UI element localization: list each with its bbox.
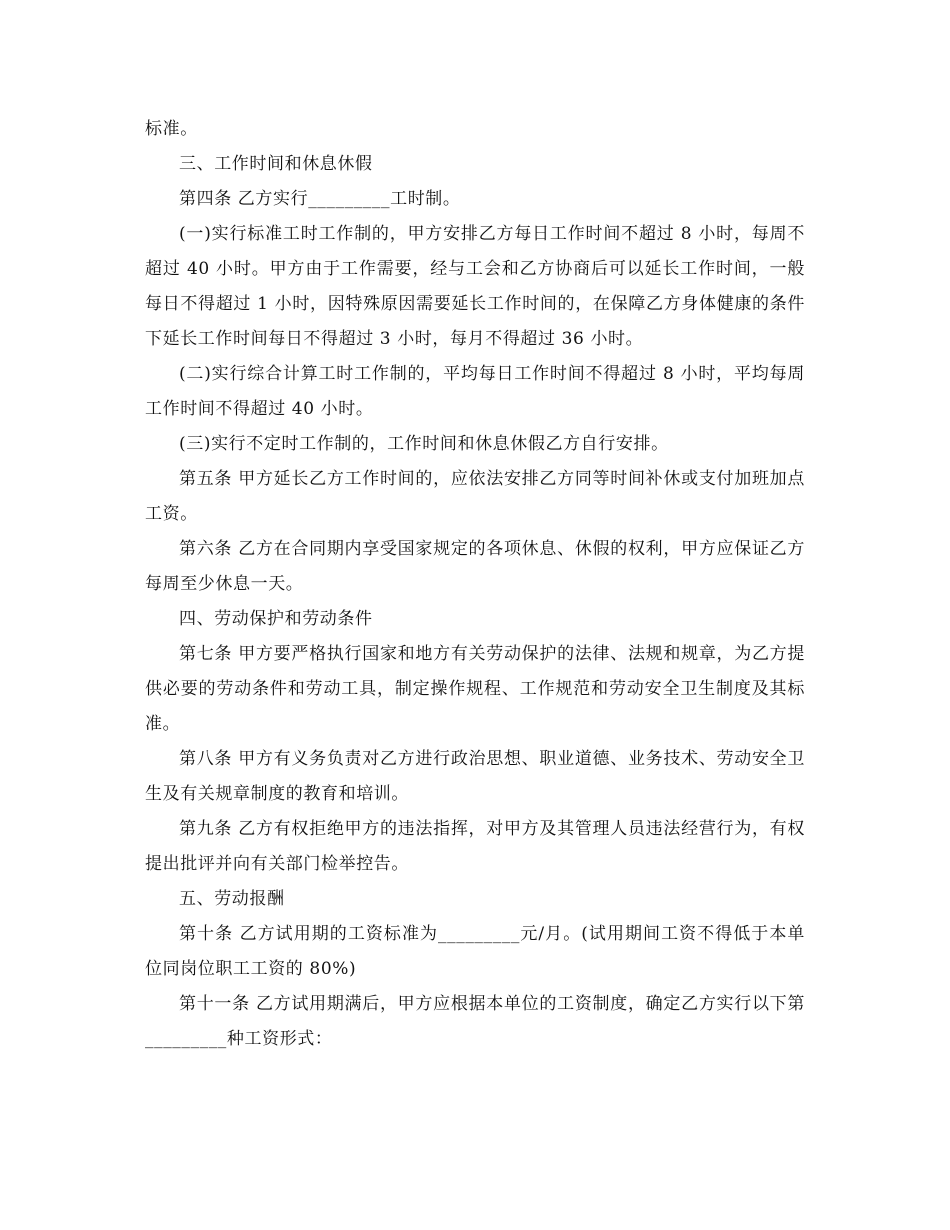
- article-6: 第六条 乙方在合同期内享受国家规定的各项休息、休假的权利，甲方应保证乙方每周至少休息一天。: [145, 539, 805, 594]
- article-4-item-3: (三)实行不定时工作制的，工作时间和休息休假乙方自行安排。: [179, 434, 669, 454]
- section-heading-5: 五、劳动报酬: [179, 889, 285, 909]
- article-10: 第十条 乙方试用期的工资标准为_________元/月。(试用期间工资不得低于本单位同岗位职工工资的 80%): [145, 924, 805, 979]
- article-4-item-1: (一)实行标准工时工作制的，甲方安排乙方每日工作时间不超过 8 小时，每周不超过 40 小时。甲方由于工作需要，经与工会和乙方协商后可以延长工作时间，一般每日不得超过 1 小时，因特殊原因需要延长工作时间的，在保障乙方身体健康的条件下延长工作时间每日不得超过 3 小时，每月不得超过 36 小时。: [145, 224, 805, 349]
- article-11: 第十一条 乙方试用期满后，甲方应根据本单位的工资制度，确定乙方实行以下第_________种工资形式：: [145, 994, 805, 1049]
- article-9: 第九条 乙方有权拒绝甲方的违法指挥，对甲方及其管理人员违法经营行为，有权提出批评并向有关部门检举控告。: [145, 819, 805, 874]
- document-body: [145, 112, 805, 1057]
- article-5: 第五条 甲方延长乙方工作时间的，应依法安排乙方同等时间补休或支付加班加点工资。: [145, 469, 805, 524]
- paragraph-continuation: 标准。: [145, 119, 198, 139]
- article-4-item-2: (二)实行综合计算工时工作制的，平均每日工作时间不得超过 8 小时，平均每周工作时间不得超过 40 小时。: [145, 364, 805, 419]
- article-8: 第八条 甲方有义务负责对乙方进行政治思想、职业道德、业务技术、劳动安全卫生及有关规章制度的教育和培训。: [145, 749, 805, 804]
- article-4: 第四条 乙方实行_________工时制。: [179, 189, 461, 209]
- section-heading-4: 四、劳动保护和劳动条件: [179, 609, 373, 629]
- article-7: 第七条 甲方要严格执行国家和地方有关劳动保护的法律、法规和规章，为乙方提供必要的劳动条件和劳动工具，制定操作规程、工作规范和劳动安全卫生制度及其标准。: [145, 644, 805, 734]
- section-heading-3: 三、工作时间和休息休假: [179, 154, 373, 174]
